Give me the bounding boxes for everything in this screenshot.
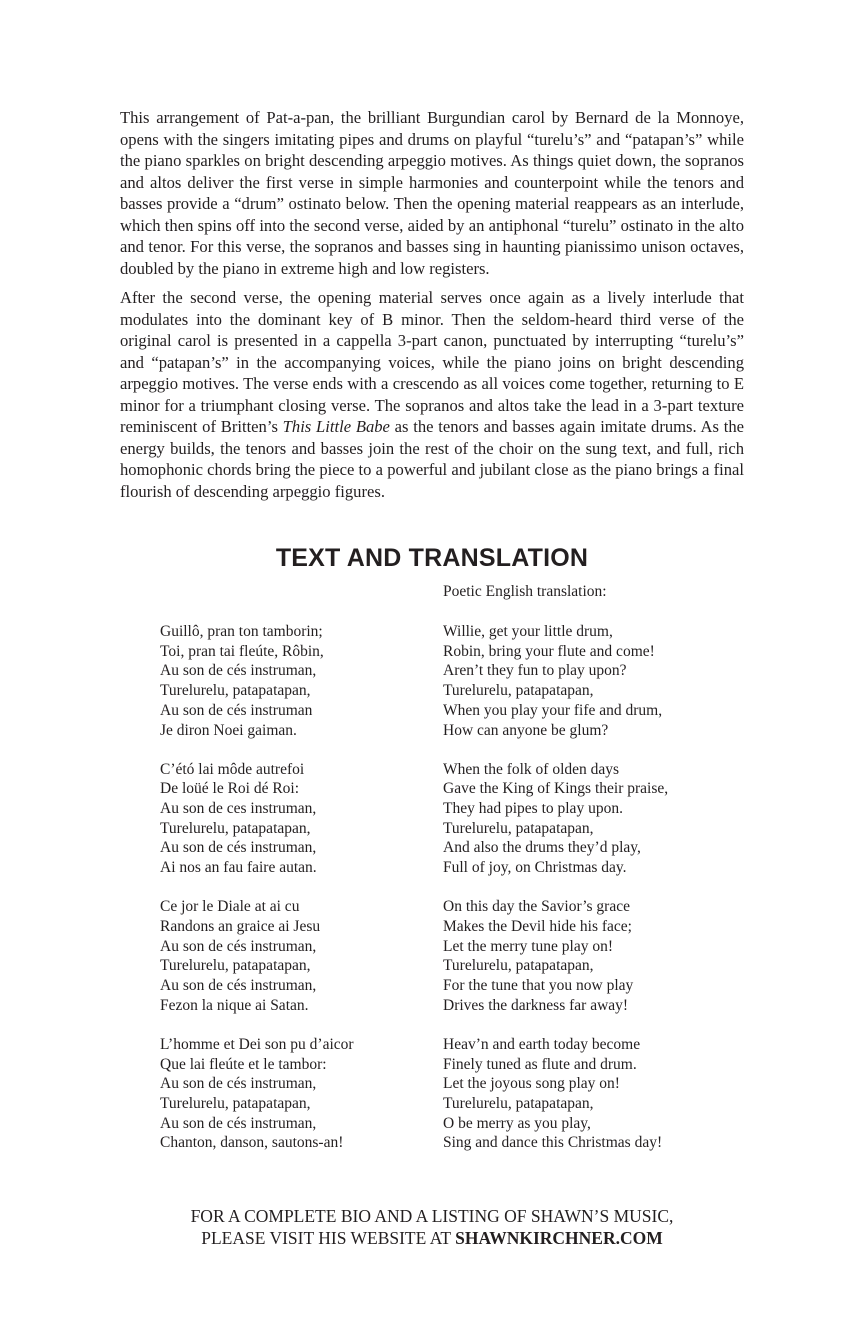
program-notes-paragraph-1: This arrangement of Pat-a-pan, the brilliant Burgundian carol by Bernard de la Monnoye, opens with the singers imitating pipes and drums on playful “turelu’s” and “patapan’s” while the piano sparkles on bright descending arpeggio motives. As things quiet down, the sopranos and altos deliver the first verse in simple harmonies and counterpoint while the tenors and basses provide a “drum” ostinato below. Then the opening material reappears as an interlude, which then spins off into the second verse, aided by an antiphonal “turelu” ostinato in the alto and tenor. For this verse, the sopranos and basses sing in haunting pianissimo unison octaves, doubled by the piano in extreme high and low registers. — [120, 108, 744, 278]
verse-line: Let the merry tune play on! — [443, 937, 614, 955]
paragraph-2-text-start: After the second verse, the opening material serves once again as a lively interlude that modulates into the dominant key of B minor. Then the seldom-heard third verse of the original carol is presented in a cappella 3-part canon, punctuated by interrupting “turelu’s” and “patapan’s” in the accompanying voices, while the piano joins on bright descending arpeggio motives. The verse ends with a crescendo as all voices come together, returning to E minor for a triumphant closing verse. The sopranos and altos take the lead in a 3-part texture reminiscent of Britten’s — [120, 288, 744, 436]
footer-line-1: FOR A COMPLETE BIO AND A LISTING OF SHAWN’S MUSIC, — [190, 1206, 674, 1226]
website-footer — [0, 1205, 864, 1249]
verse-line: Turelurelu, patapatapan, — [160, 819, 311, 837]
english-stanza — [443, 1035, 668, 1153]
verse-line: Turelurelu, patapatapan, — [443, 1094, 594, 1112]
verse-line: Sing and dance this Christmas day! — [443, 1134, 663, 1152]
verse-line: They had pipes to play upon. — [443, 800, 623, 818]
program-notes — [120, 107, 744, 510]
verse-line: Au son de cés instruman, — [160, 1075, 317, 1093]
verse-line: Au son de cés instruman — [160, 701, 313, 719]
verse-line: De loüé le Roi dé Roi: — [160, 780, 300, 798]
verse-line: Aren’t they fun to play upon? — [443, 662, 627, 680]
verse-line: Toi, pran tai fleúte, Rôbin, — [160, 642, 324, 660]
english-stanza — [443, 760, 668, 878]
footer-line-2 — [0, 1227, 864, 1249]
verse-line: Full of joy, on Christmas day. — [443, 859, 627, 877]
verse-line: Turelurelu, patapatapan, — [443, 957, 594, 975]
verse-line: Gave the King of Kings their praise, — [443, 780, 669, 798]
verse-line: Turelurelu, patapatapan, — [443, 819, 594, 837]
verse-line: Randons an graice ai Jesu — [160, 917, 321, 935]
verse-line: Turelurelu, patapatapan, — [160, 1094, 311, 1112]
verse-line: Heav’n and earth today become — [443, 1035, 641, 1053]
french-text-column — [160, 622, 354, 1172]
french-stanza — [160, 760, 354, 878]
english-translation-column — [443, 622, 668, 1172]
verse-line: How can anyone be glum? — [443, 721, 609, 739]
verse-line: Je diron Noei gaiman. — [160, 721, 297, 739]
footer-line-2-prefix: PLEASE VISIT HIS WEBSITE AT — [201, 1228, 456, 1248]
verse-line: Makes the Devil hide his face; — [443, 917, 632, 935]
english-stanza — [443, 897, 668, 1015]
program-notes-paragraph-2 — [120, 287, 744, 502]
verse-line: Au son de cés instruman, — [160, 937, 317, 955]
verse-line: Drives the darkness far away! — [443, 996, 629, 1014]
verse-line: Que lai fleúte et le tambor: — [160, 1055, 327, 1073]
verse-line: Au son de cés instruman, — [160, 977, 317, 995]
verse-line: Let the joyous song play on! — [443, 1075, 620, 1093]
verse-line: Au son de cés instruman, — [160, 1114, 317, 1132]
translation-label: Poetic English translation: — [443, 583, 607, 600]
verse-line: And also the drums they’d play, — [443, 839, 641, 857]
verse-line: When you play your fife and drum, — [443, 701, 663, 719]
french-stanza — [160, 1035, 354, 1153]
verse-line: Turelurelu, patapatapan, — [160, 957, 311, 975]
verse-line: Au son de ces instruman, — [160, 800, 317, 818]
verse-line: Chanton, danson, sautons-an! — [160, 1134, 344, 1152]
section-heading: TEXT AND TRANSLATION — [275, 544, 589, 572]
verse-line: Fezon la nique ai Satan. — [160, 996, 309, 1014]
verse-line: When the folk of olden days — [443, 760, 620, 778]
website-link[interactable]: SHAWNKIRCHNER.COM — [455, 1228, 663, 1248]
paragraph-2-text-end: as the tenors and basses again imitate drums. As the energy builds, the tenors and basses join the rest of the choir on the sung text, and full, rich homophonic chords bring the piece to a powerful and jubilant close as the piano brings a final flourish of descending arpeggio figures. — [120, 417, 744, 501]
verse-line: On this day the Savior’s grace — [443, 898, 630, 916]
french-stanza — [160, 622, 354, 740]
verse-line: For the tune that you now play — [443, 977, 634, 995]
verse-line: Turelurelu, patapatapan, — [160, 682, 311, 700]
verse-line: C’étó lai môde autrefoi — [160, 760, 305, 778]
verse-line: Ai nos an fau faire autan. — [160, 859, 317, 877]
verse-line: Willie, get your little drum, — [443, 623, 613, 640]
work-title-this-little-babe: This Little Babe — [282, 417, 390, 436]
verse-line: Turelurelu, patapatapan, — [443, 682, 594, 700]
verse-line: Guillô, pran ton tamborin; — [160, 623, 323, 640]
verse-line: O be merry as you play, — [443, 1114, 591, 1132]
verse-line: Finely tuned as flute and drum. — [443, 1055, 637, 1073]
verse-line: Au son de cés instruman, — [160, 839, 317, 857]
verse-line: Ce jor le Diale at ai cu — [160, 898, 300, 916]
verse-line: L’homme et Dei son pu d’aicor — [160, 1035, 354, 1053]
verse-line: Au son de cés instruman, — [160, 662, 317, 680]
english-stanza — [443, 622, 668, 740]
french-stanza — [160, 897, 354, 1015]
verse-line: Robin, bring your flute and come! — [443, 642, 655, 660]
